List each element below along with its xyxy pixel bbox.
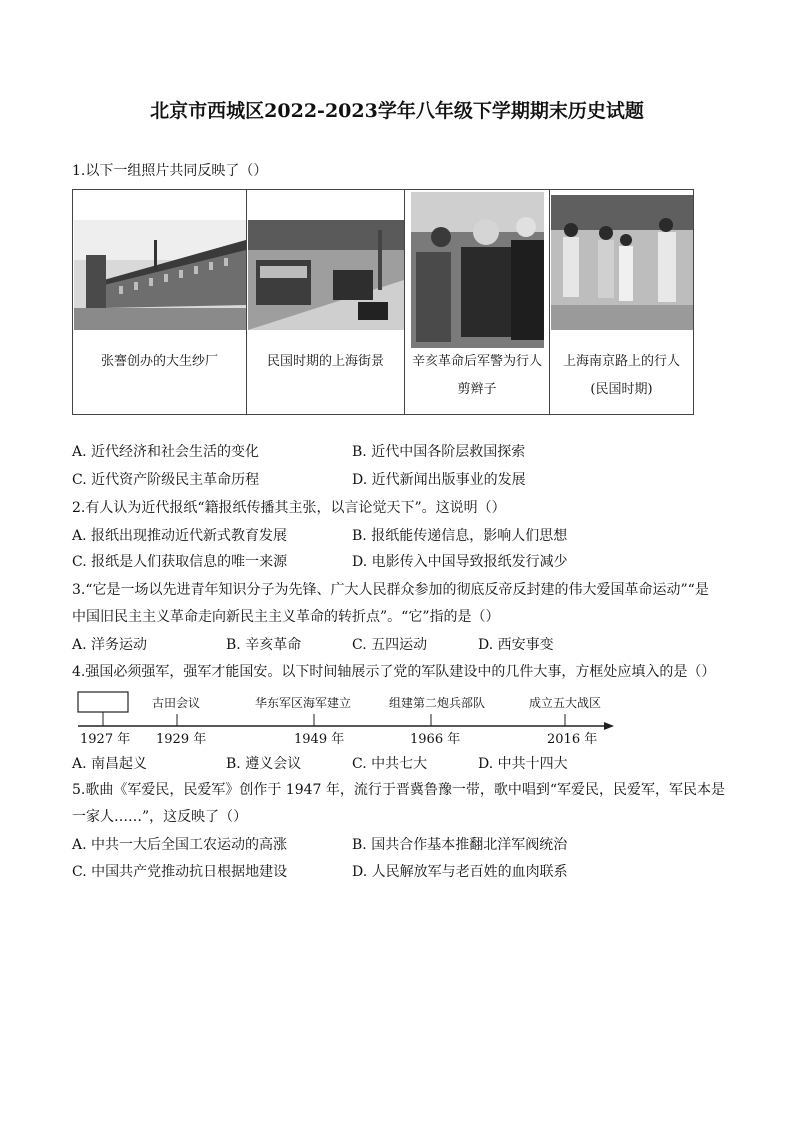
page-title: 北京市西城区2022-2023学年八年级下学期期末历史试题 [150,100,644,122]
q5-option-c[interactable]: C. 中国共产党推动抗日根据地建设 [72,864,288,880]
photo-cell-factory [73,190,247,415]
q2-option-c[interactable]: C. 报纸是人们获取信息的唯一来源 [72,554,288,570]
question-5-stem-line2: 一家人……”，这反映了（） [72,809,248,825]
q4-option-d[interactable]: D. 中共十四大 [478,756,568,772]
q4-option-b[interactable]: B. 遵义会议 [226,756,302,772]
q3-option-c[interactable]: C. 五四运动 [352,637,428,653]
street-photo [248,220,404,330]
answer-blank-box [78,692,128,712]
timeline-event-gutian: 古田会议 [152,696,201,710]
photo-cell-street [247,190,405,415]
caption-pedestrians-line2: (民国时期) [590,382,653,397]
caption-queue-line1: 辛亥革命后军警为行人 [411,354,542,369]
q2-option-b[interactable]: B. 报纸能传递信息，影响人们思想 [352,528,568,544]
caption-factory: 张謇创办的大生纱厂 [100,354,218,369]
caption-street: 民国时期的上海街景 [266,354,384,369]
question-3-stem-line2: 中国旧民主主义革命走向新民主主义革命的转折点”。“它”指的是（） [72,609,500,625]
q1-option-d[interactable]: D. 近代新闻出版事业的发展 [352,472,526,488]
q5-option-a[interactable]: A. 中共一大后全国工农运动的高涨 [72,837,288,853]
q5-option-d[interactable]: D. 人民解放军与老百姓的血肉联系 [352,864,568,880]
timeline-year-1949: 1949 年 [294,732,345,747]
photo-cell-pedestrians [550,190,694,415]
question-4-stem: 4.强国必须强军，强军才能国安。以下时间轴展示了党的军队建设中的几件大事，方框处应填入的是（） [72,664,716,680]
q2-option-a[interactable]: A. 报纸出现推动近代新式教育发展 [72,528,288,544]
caption-queue-line2: 剪辫子 [457,382,497,397]
timeline-year-1929: 1929 年 [156,732,207,747]
timeline-year-2016: 2016 年 [547,732,598,747]
factory-photo [74,220,246,330]
timeline-event-theater-commands: 成立五大战区 [529,696,602,710]
q4-option-c[interactable]: C. 中共七大 [352,756,428,772]
q2-option-d[interactable]: D. 电影传入中国导致报纸发行减少 [352,554,568,570]
q3-option-d[interactable]: D. 西安事变 [478,637,554,653]
timeline-event-second-artillery: 组建第二炮兵部队 [389,696,486,710]
question-1-stem: 1.以下一组照片共同反映了（） [72,163,268,179]
caption-pedestrians-line1: 上海南京路上的行人 [562,354,680,369]
timeline-year-1966: 1966 年 [410,732,461,747]
photo-table [72,189,694,415]
timeline-event-navy: 华东军区海军建立 [255,696,352,710]
photo-cell-queue [405,190,550,415]
q4-option-a[interactable]: A. 南昌起义 [72,756,148,772]
pedestrians-photo [551,195,693,330]
q1-option-a[interactable]: A. 近代经济和社会生活的变化 [72,444,260,460]
question-2-stem: 2.有人认为近代报纸“籍报纸传播其主张，以言论觉天下”。这说明（） [72,500,506,516]
q3-option-a[interactable]: A. 洋务运动 [72,637,148,653]
q3-option-b[interactable]: B. 辛亥革命 [226,637,302,653]
q1-option-c[interactable]: C. 近代资产阶级民主革命历程 [72,472,260,488]
question-5-stem-line1: 5.歌曲《军爱民，民爱军》创作于 1947 年，流行于晋冀鲁豫一带，歌中唱到“军爱民，民爱军，军民本是 [72,782,726,798]
q1-option-b[interactable]: B. 近代中国各阶层救国探索 [352,444,526,460]
q5-option-b[interactable]: B. 国共合作基本推翻北洋军阀统治 [352,837,568,853]
queue-cutting-photo [411,192,544,348]
timeline-year-1927: 1927 年 [80,732,131,747]
question-3-stem-line1: 3.“它是一场以先进青年知识分子为先锋、广大人民群众参加的彻底反帝反封建的伟大爱国革命运动”“是 [72,582,709,598]
